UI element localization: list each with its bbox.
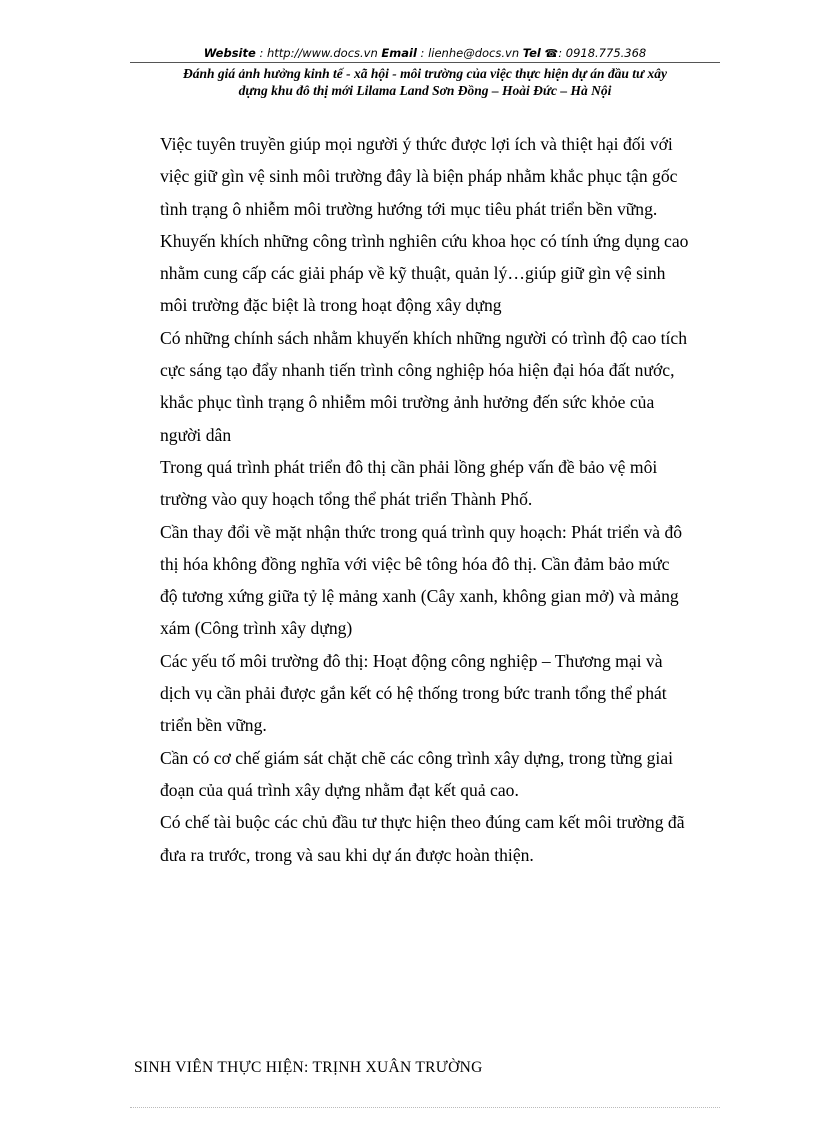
email-label: Email bbox=[381, 46, 417, 60]
phone-icon: ☎ bbox=[544, 47, 559, 60]
title-line-1: Đánh giá ảnh hưởng kinh tế - xã hội - môi trường của việc thực hiện dự án đầu tư xây bbox=[183, 66, 667, 81]
text-line: khắc phục tình trạng ô nhiễm môi trường ảnh hưởng đến sức khỏe của bbox=[160, 392, 655, 413]
paragraph bbox=[160, 451, 745, 516]
document-title bbox=[130, 65, 720, 99]
student-name: SINH VIÊN THỰC HIỆN: TRỊNH XUÂN TRƯỜNG bbox=[134, 1059, 483, 1076]
text-line: Khuyến khích những công trình nghiên cứu khoa học có tính ứng dụng cao bbox=[160, 230, 689, 251]
text-line: nhằm cung cấp các giải pháp về kỹ thuật, quản lý…giúp giữ gìn vệ sinh bbox=[160, 263, 666, 284]
text-line: xám (Công trình xây dựng) bbox=[160, 618, 353, 639]
paragraph bbox=[160, 645, 745, 742]
text-line: Cần có cơ chế giám sát chặt chẽ các công trình xây dựng, trong từng giai bbox=[160, 747, 674, 768]
paragraph bbox=[160, 225, 745, 322]
paragraph bbox=[160, 742, 745, 807]
text-line: Có những chính sách nhằm khuyến khích những người có trình độ cao tích bbox=[160, 327, 688, 348]
text-line: môi trường đặc biệt là trong hoạt động xây dựng bbox=[160, 295, 502, 316]
text-line: Các yếu tố môi trường đô thị: Hoạt động công nghiệp – Thương mại và bbox=[160, 650, 663, 671]
text-line: người dân bbox=[160, 424, 232, 445]
text-line: thị hóa không đồng nghĩa với việc bê tông hóa đô thị. Cần đảm bảo mức bbox=[160, 553, 670, 574]
text-line: độ tương xứng giữa tỷ lệ mảng xanh (Cây xanh, không gian mở) và mảng bbox=[160, 586, 679, 607]
text-line: đoạn của quá trình xây dựng nhằm đạt kết quả cao. bbox=[160, 779, 519, 800]
paragraph bbox=[160, 516, 745, 645]
website-label: Website bbox=[203, 46, 256, 60]
paragraph bbox=[160, 322, 745, 451]
text-line: trường vào quy hoạch tổng thể phát triển Thành Phố. bbox=[160, 489, 533, 510]
text-line: triển bền vững. bbox=[160, 715, 267, 736]
page-header bbox=[130, 46, 720, 99]
text-line: Trong quá trình phát triển đô thị cần phải lồng ghép vấn đề bảo vệ môi bbox=[160, 456, 658, 477]
footer-divider bbox=[130, 1107, 720, 1108]
header-rule bbox=[130, 62, 720, 63]
text-line: Có chế tài buộc các chủ đầu tư thực hiện theo đúng cam kết môi trường đã bbox=[160, 812, 685, 833]
text-line: Cần thay đổi về mặt nhận thức trong quá trình quy hoạch: Phát triển và đô bbox=[160, 521, 683, 542]
text-line: việc giữ gìn vệ sinh môi trường đây là biện pháp nhằm khắc phục tận gốc bbox=[160, 166, 678, 187]
text-line: đưa ra trước, trong và sau khi dự án được hoàn thiện. bbox=[160, 844, 534, 865]
tel-number: : 0918.775.368 bbox=[558, 46, 647, 60]
text-line: tình trạng ô nhiễm môi trường hướng tới mục tiêu phát triển bền vững. bbox=[160, 198, 658, 219]
paragraph bbox=[160, 806, 745, 871]
text-line: Việc tuyên truyền giúp mọi người ý thức được lợi ích và thiệt hại đối với bbox=[160, 134, 673, 154]
text-line: dịch vụ cần phải được gắn kết có hệ thống trong bức tranh tổng thể phát bbox=[160, 683, 667, 704]
text-line: cực sáng tạo đẩy nhanh tiến trình công nghiệp hóa hiện đại hóa đất nước, bbox=[160, 360, 675, 381]
website-url: : http://www.docs.vn bbox=[255, 46, 382, 60]
title-line-2: dựng khu đô thị mới Lilama Land Sơn Đồng – Hoài Đức – Hà Nội bbox=[238, 83, 612, 98]
paragraph bbox=[160, 128, 745, 225]
email-address: : lienhe@docs.vn bbox=[416, 46, 523, 60]
page-footer bbox=[134, 1059, 483, 1077]
tel-label: Tel bbox=[522, 46, 541, 60]
website-contact-line bbox=[130, 46, 720, 61]
document-body bbox=[160, 128, 745, 871]
